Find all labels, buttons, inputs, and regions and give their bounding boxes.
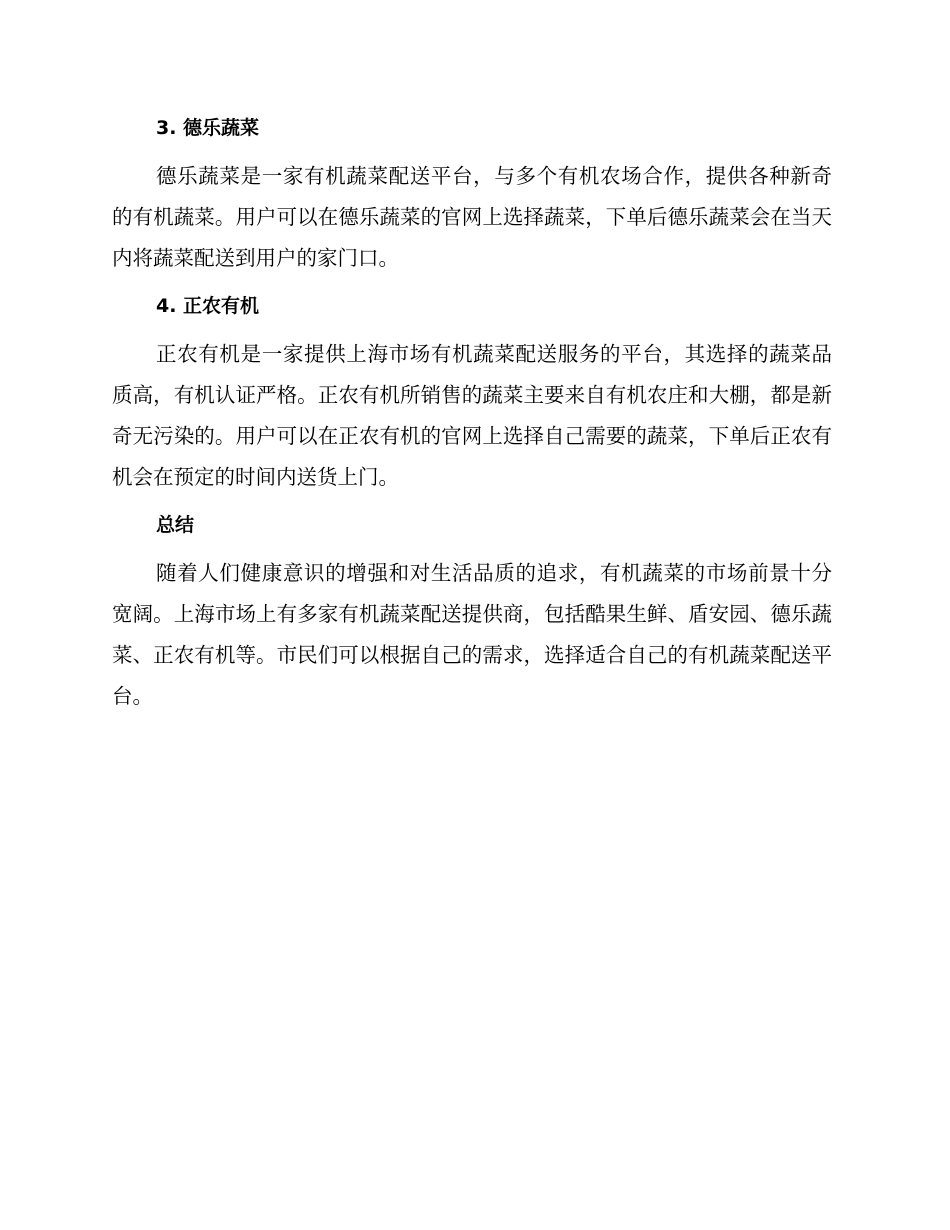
section-paragraph-dele: 德乐蔬菜是一家有机蔬菜配送平台，与多个有机农场合作，提供各种新奇的有机蔬菜。用户可以在德乐蔬菜的官网上选择蔬菜，下单后德乐蔬菜会在当天内将蔬菜配送到用户的家门口。 (112, 164, 832, 270)
section-paragraph-zhengnong: 正农有机是一家提供上海市场有机蔬菜配送服务的平台，其选择的蔬菜品质高，有机认证严格。正农有机所销售的蔬菜主要来自有机农庄和大棚，都是新奇无污染的。用户可以在正农有机的官网上选择自己需要的蔬菜，下单后正农有机会在预定的时间内送货上门。 (112, 342, 832, 489)
section-paragraph-summary: 随着人们健康意识的增强和对生活品质的追求，有机蔬菜的市场前景十分宽阔。上海市场上有多家有机蔬菜配送提供商，包括酷果生鲜、盾安园、德乐蔬菜、正农有机等。市民们可以根据自己的需求，选择适合自己的有机蔬菜配送平台。 (112, 561, 832, 708)
section-heading-zhengnong: 4. 正农有机 (156, 295, 260, 317)
section-heading-summary: 总结 (156, 514, 195, 536)
document-body (112, 112, 832, 728)
section-heading-dele: 3. 德乐蔬菜 (156, 117, 260, 139)
